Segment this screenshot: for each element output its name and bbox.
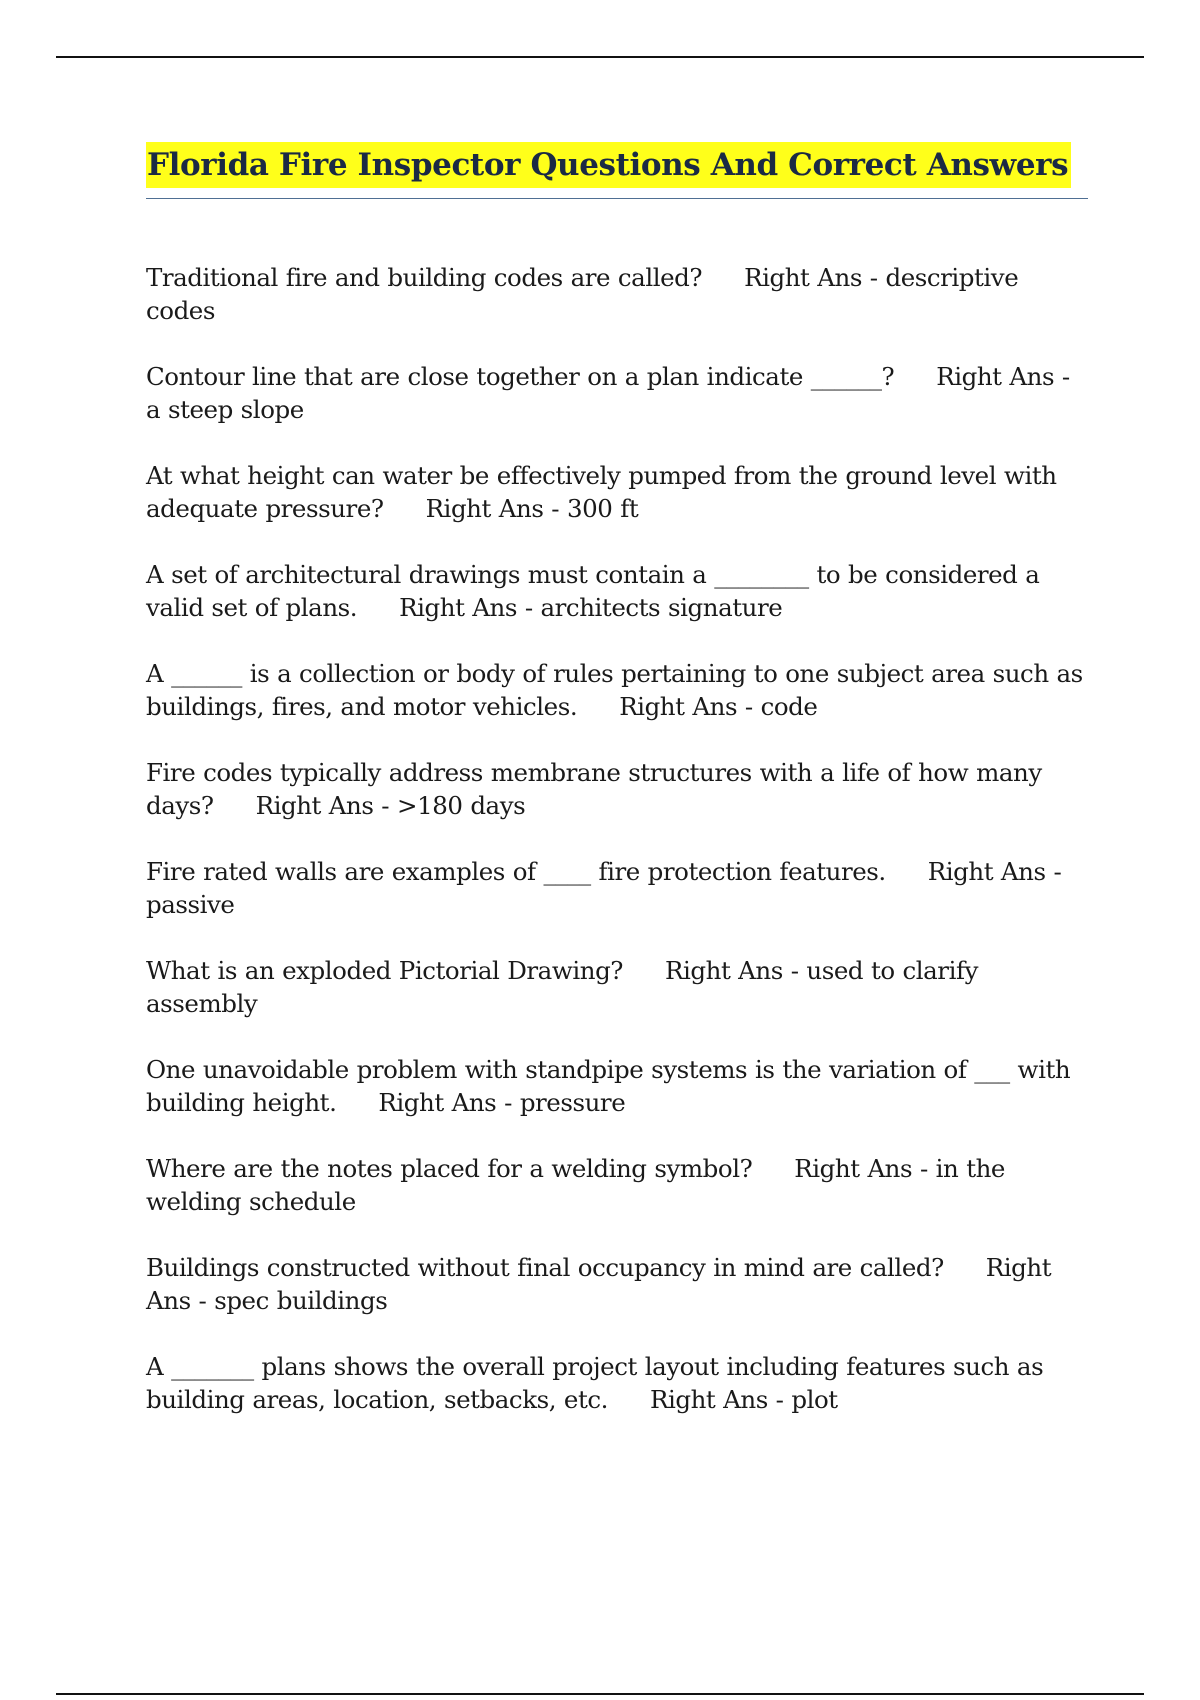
top-rule [56, 56, 1144, 58]
qa-item [146, 261, 1088, 327]
answer-prefix: Right Ans - [936, 362, 1070, 391]
question-text: Buildings constructed without final occupancy in mind are called? [146, 1253, 944, 1282]
qa-item [146, 1251, 1088, 1317]
qa-item [146, 657, 1088, 723]
qa-item [146, 954, 1088, 1020]
qa-item [146, 1152, 1088, 1218]
question-text: What is an exploded Pictorial Drawing? [146, 956, 623, 985]
answer-text: plot [791, 1385, 838, 1414]
answer-text: >180 days [396, 791, 526, 820]
answer-prefix: Right Ans - [399, 593, 541, 622]
answer-prefix: Right Ans - [255, 791, 397, 820]
qa-item [146, 360, 1088, 426]
question-text: Where are the notes placed for a welding symbol? [146, 1154, 753, 1183]
answer-prefix: Right Ans - [619, 692, 761, 721]
answer-prefix: Right Ans - [927, 857, 1062, 886]
question-text: At what height can water be effectively pumped from the ground level with adequate pressure? [146, 461, 1057, 523]
question-text: Traditional fire and building codes are called? [146, 263, 703, 292]
answer-prefix: Right Ans - [146, 1253, 1052, 1315]
answer-text: used to clarify assembly [146, 956, 978, 1018]
qa-item [146, 1053, 1088, 1119]
answer-prefix: Right Ans - [425, 494, 567, 523]
title-block [146, 142, 1088, 199]
answer-text: passive [146, 890, 235, 919]
answer-text: descriptive codes [146, 263, 1019, 325]
question-text: A set of architectural drawings must contain a ________ to be considered a valid set of plans. [146, 560, 1040, 622]
answer-prefix: Right Ans - [378, 1088, 520, 1117]
answer-text: architects signature [540, 593, 783, 622]
question-text: Contour line that are close together on a plan indicate ______? [146, 362, 895, 391]
answer-prefix: Right Ans - [794, 1154, 936, 1183]
qa-item [146, 756, 1088, 822]
question-text: Fire codes typically address membrane structures with a life of how many days? [146, 758, 1042, 820]
question-text: Fire rated walls are examples of ____ fire protection features. [146, 857, 886, 886]
answer-prefix: Right Ans - [665, 956, 807, 985]
qa-item [146, 855, 1088, 921]
qa-item [146, 459, 1088, 525]
answer-text: in the welding schedule [146, 1154, 1005, 1216]
question-text: A _______ plans shows the overall project layout including features such as building areas, location, setbacks, etc. [146, 1352, 1044, 1414]
answer-prefix: Right Ans - [649, 1385, 792, 1414]
qa-list [146, 261, 1088, 1416]
qa-item [146, 558, 1088, 624]
bottom-rule [56, 1693, 1144, 1695]
qa-item [146, 1350, 1088, 1416]
document-title: Florida Fire Inspector Questions And Correct Answers [146, 142, 1071, 188]
answer-text: pressure [519, 1088, 626, 1117]
question-text: A ______ is a collection or body of rules pertaining to one subject area such as buildings, fires, and motor vehicles. [146, 659, 1083, 721]
question-text: One unavoidable problem with standpipe systems is the variation of ___ with building height. [146, 1055, 1071, 1117]
answer-text: a steep slope [146, 395, 304, 424]
answer-prefix: Right Ans - [744, 263, 886, 292]
answer-text: code [760, 692, 818, 721]
answer-text: 300 ft [566, 494, 639, 523]
answer-text: spec buildings [214, 1286, 388, 1315]
document-body [146, 142, 1088, 1449]
